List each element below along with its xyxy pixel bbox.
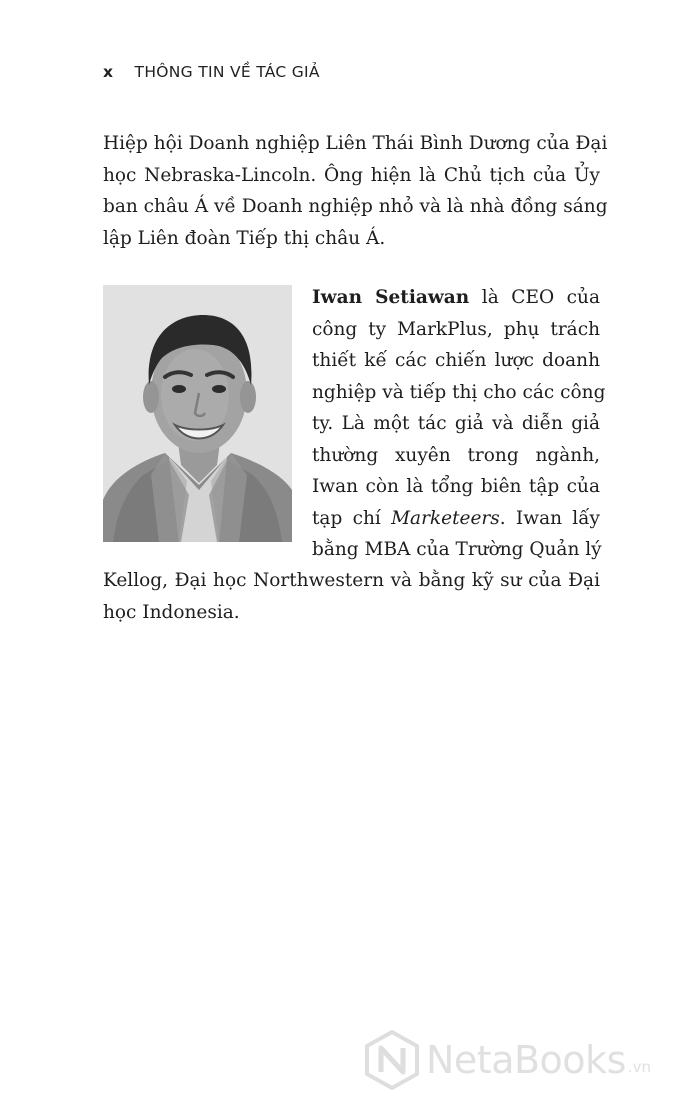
intro-line: học Nebraska-Lincoln. Ông hiện là Chủ tịch của Ủy — [103, 164, 600, 186]
author-bio — [312, 282, 606, 566]
magazine-name: Marketeers — [391, 507, 500, 529]
magazine-suffix: . Iwan lấy — [499, 507, 601, 529]
bio-line: bằng MBA của Trường Quản lý — [312, 539, 602, 560]
intro-paragraph — [103, 128, 608, 254]
watermark — [364, 1030, 651, 1090]
author-name: Iwan Setiawan — [312, 287, 470, 308]
intro-line: Hiệp hội Doanh nghiệp Liên Thái Bình Dương của Đại — [103, 133, 608, 154]
bio-line: Iwan còn là tổng biên tập của — [312, 476, 600, 497]
author-bio-continued — [103, 565, 600, 628]
bio-line: ty. Là một tác giả và diễn giả — [312, 413, 600, 434]
bio-line: thiết kế các chiến lược doanh — [312, 350, 600, 371]
intro-line: lập Liên đoàn Tiếp thị châu Á. — [103, 227, 386, 249]
netabooks-logo-icon — [364, 1030, 420, 1090]
bio-line: học Indonesia. — [103, 601, 240, 623]
running-header — [103, 63, 320, 81]
bio-line: nghiệp và tiếp thị cho các công — [312, 381, 606, 403]
magazine-prefix: tạp chí — [312, 507, 392, 529]
watermark-suffix: .vn — [627, 1058, 652, 1076]
author-portrait-illustration — [103, 285, 292, 542]
chapter-title: THÔNG TIN VỀ TÁC GIẢ — [134, 63, 320, 81]
watermark-brand: NetaBooks — [426, 1038, 626, 1082]
bio-line — [312, 282, 600, 314]
bio-line: Kellog, Đại học Northwestern và bằng kỹ sư của Đại — [103, 570, 600, 591]
page-number: x — [103, 63, 114, 81]
author-photo — [103, 285, 292, 542]
bio-line: công ty MarkPlus, phụ trách — [312, 318, 600, 340]
bio-line-text: là CEO của — [469, 287, 600, 308]
intro-line: ban châu Á về Doanh nghiệp nhỏ và là nhà đồng sáng — [103, 196, 608, 217]
bio-line — [312, 503, 600, 535]
bio-line: thường xuyên trong ngành, — [312, 444, 600, 466]
